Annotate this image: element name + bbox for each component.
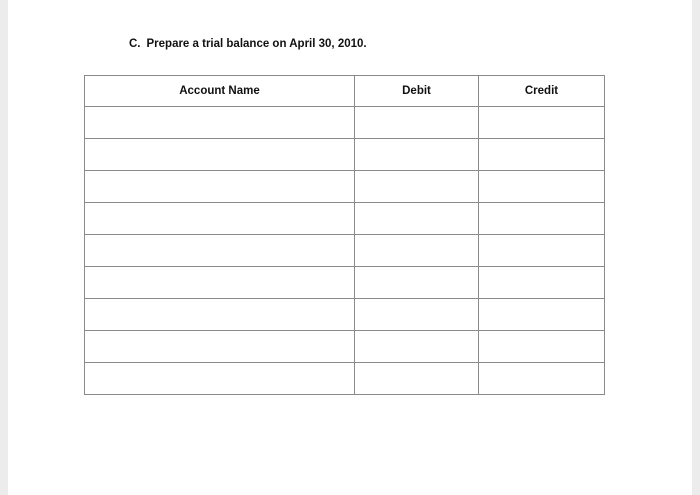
account-name-cell[interactable]	[85, 331, 355, 363]
debit-cell[interactable]	[355, 299, 479, 331]
question-heading	[129, 38, 367, 50]
question-text: Prepare a trial balance on April 30, 2010.	[146, 38, 367, 50]
table-row	[85, 267, 605, 299]
debit-cell[interactable]	[355, 139, 479, 171]
credit-cell[interactable]	[479, 299, 605, 331]
table-row	[85, 171, 605, 203]
debit-cell[interactable]	[355, 107, 479, 139]
table-row	[85, 363, 605, 395]
debit-cell[interactable]	[355, 331, 479, 363]
table-row	[85, 139, 605, 171]
debit-cell[interactable]	[355, 235, 479, 267]
account-name-cell[interactable]	[85, 107, 355, 139]
credit-cell[interactable]	[479, 363, 605, 395]
table-row	[85, 203, 605, 235]
credit-cell[interactable]	[479, 203, 605, 235]
credit-cell[interactable]	[479, 267, 605, 299]
account-name-cell[interactable]	[85, 235, 355, 267]
document-page	[8, 0, 692, 495]
credit-cell[interactable]	[479, 107, 605, 139]
debit-cell[interactable]	[355, 203, 479, 235]
debit-header: Debit	[355, 76, 479, 107]
question-letter: C.	[129, 38, 141, 50]
account-name-cell[interactable]	[85, 139, 355, 171]
account-name-cell[interactable]	[85, 299, 355, 331]
credit-header: Credit	[479, 76, 605, 107]
debit-cell[interactable]	[355, 267, 479, 299]
table-row	[85, 299, 605, 331]
account-name-cell[interactable]	[85, 267, 355, 299]
debit-cell[interactable]	[355, 171, 479, 203]
credit-cell[interactable]	[479, 331, 605, 363]
table-header-row	[85, 76, 605, 107]
table-row	[85, 107, 605, 139]
table-row	[85, 235, 605, 267]
credit-cell[interactable]	[479, 235, 605, 267]
account-name-cell[interactable]	[85, 203, 355, 235]
account-name-cell[interactable]	[85, 363, 355, 395]
table-row	[85, 331, 605, 363]
credit-cell[interactable]	[479, 139, 605, 171]
debit-cell[interactable]	[355, 363, 479, 395]
account-name-header: Account Name	[85, 76, 355, 107]
account-name-cell[interactable]	[85, 171, 355, 203]
trial-balance-table	[84, 75, 605, 395]
credit-cell[interactable]	[479, 171, 605, 203]
